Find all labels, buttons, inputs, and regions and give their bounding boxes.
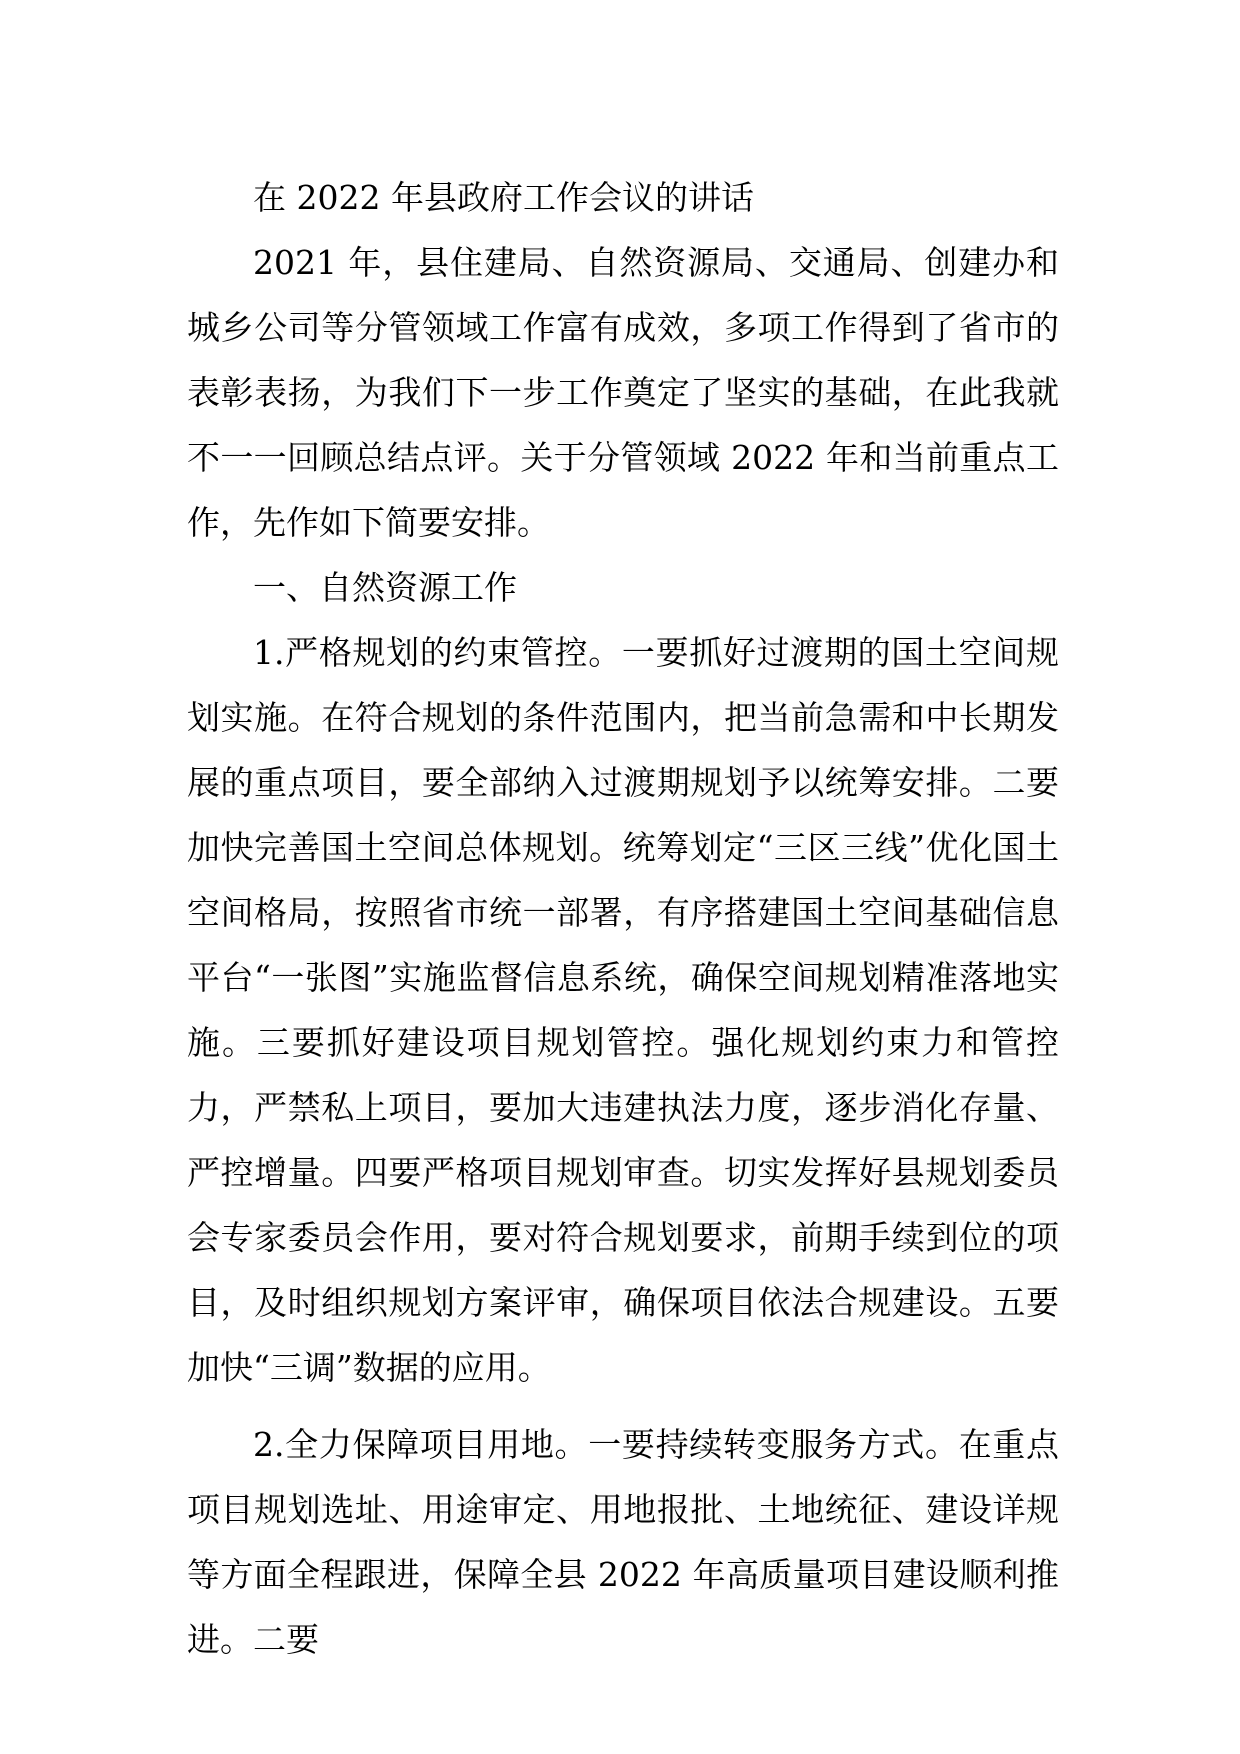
document-title: 在 2022 年县政府工作会议的讲话 — [253, 178, 754, 217]
intro-paragraph: 2021 年，县住建局、自然资源局、交通局、创建办和城乡公司等分管领域工作富有成效，多项工作得到了省市的表彰表扬，为我们下一步工作奠定了坚实的基础，在此我就不一一回顾总结点评。关于分管领域 2022 年和当前重点工作，先作如下简要安排。 — [187, 243, 1059, 542]
item-2-paragraph: 2.全力保障项目用地。一要持续转变服务方式。在重点项目规划选址、用途审定、用地报批、土地统征、建设详规等方面全程跟进，保障全县 2022 年高质量项目建设顺利推进。二要 — [187, 1425, 1059, 1659]
item-1-paragraph: 1.严格规划的约束管控。一要抓好过渡期的国土空间规划实施。在符合规划的条件范围内，把当前急需和中长期发展的重点项目，要全部纳入过渡期规划予以统筹安排。二要加快完善国土空间总体规划。统筹划定“三区三线”优化国土空间格局，按照省市统一部署，有序搭建国土空间基础信息平台“一张图”实施监督信息系统，确保空间规划精准落地实施。三要抓好建设项目规划管控。强化规划约束力和管控力，严禁私上项目，要加大违建执法力度，逐步消化存量、严控增量。四要严格项目规划审查。切实发挥好县规划委员会专家委员会作用，要对符合规划要求，前期手续到位的项目，及时组织规划方案评审，确保项目依法合规建设。五要加快“三调”数据的应用。 — [187, 633, 1059, 1387]
section-heading-natural-resources: 一、自然资源工作 — [253, 568, 517, 607]
document-body — [187, 165, 1059, 1672]
